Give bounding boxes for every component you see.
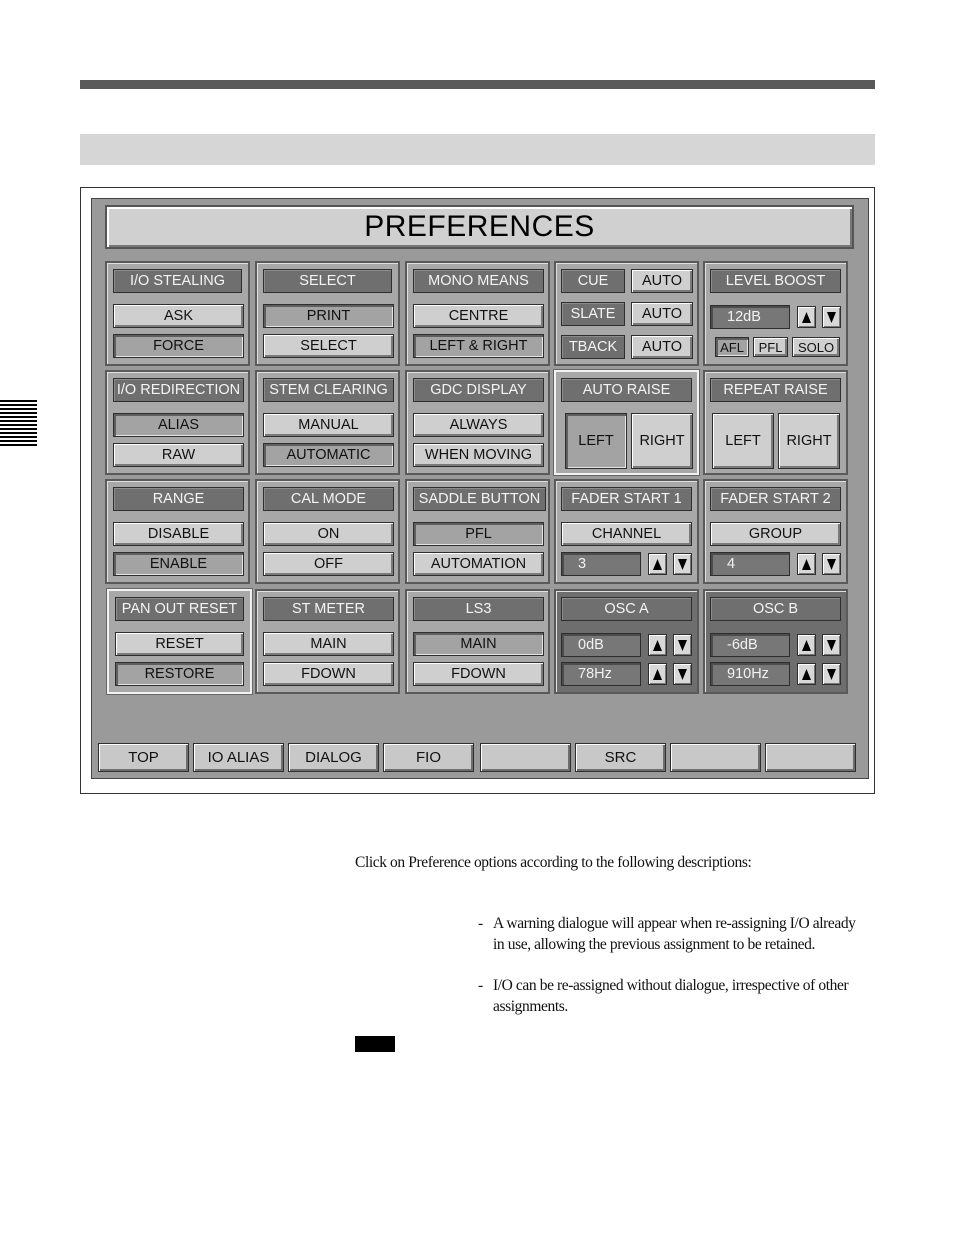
panel-fader-start-1 [554, 479, 699, 584]
osc-a-level-down-arrow-icon[interactable] [673, 634, 692, 656]
panel-range [105, 479, 250, 584]
note-marker [355, 1036, 395, 1052]
auto-raise-label: AUTO RAISE [561, 378, 692, 402]
footer-button-top[interactable]: TOP [98, 743, 189, 772]
mono-means-centre-button[interactable]: CENTRE [413, 304, 544, 328]
cal-mode-off-button[interactable]: OFF [263, 552, 394, 576]
range-label: RANGE [113, 487, 244, 511]
io-redirection-label: I/O REDIRECTION [113, 378, 244, 402]
description-text-1: A warning dialogue will appear when re-assigning I/O already in use, allowing the previous assignment to be retained. [493, 915, 856, 953]
osc-a-level-value[interactable]: 0dB [561, 633, 641, 657]
panel-st-meter [255, 589, 400, 694]
cue-auto-button[interactable]: AUTO [631, 269, 693, 293]
range-enable-button[interactable]: ENABLE [113, 552, 244, 576]
page-title: PREFERENCES [105, 205, 854, 249]
cal-mode-on-button[interactable]: ON [263, 522, 394, 546]
io-redirection-alias-button[interactable]: ALIAS [113, 413, 244, 437]
pan-out-reset-button[interactable]: RESET [115, 632, 244, 656]
description-item-1 [478, 914, 858, 955]
panel-cal-mode [255, 479, 400, 584]
osc-a-label: OSC A [561, 597, 692, 621]
fader-start-1-label: FADER START 1 [561, 487, 692, 511]
auto-raise-left-button[interactable]: LEFT [565, 413, 627, 469]
st-meter-label: ST METER [263, 597, 394, 621]
panel-gdc-display [405, 370, 550, 475]
panel-fader-start-2 [703, 479, 848, 584]
fader-start-2-up-arrow-icon[interactable] [797, 553, 816, 575]
bullet-dash: - [478, 977, 483, 994]
repeat-raise-left-button[interactable]: LEFT [712, 413, 774, 469]
fader-start-2-group-button[interactable]: GROUP [710, 522, 841, 546]
panel-pan-out-reset [107, 589, 252, 694]
auto-raise-right-button[interactable]: RIGHT [631, 413, 693, 469]
osc-a-freq-down-arrow-icon[interactable] [673, 663, 692, 685]
panel-io-stealing [105, 261, 250, 366]
fader-start-1-up-arrow-icon[interactable] [648, 553, 667, 575]
stem-clearing-label: STEM CLEARING [263, 378, 394, 402]
header-rule [80, 80, 875, 89]
saddle-pfl-button[interactable]: PFL [413, 522, 544, 546]
pan-out-reset-label: PAN OUT RESET [115, 597, 244, 621]
osc-b-freq-down-arrow-icon[interactable] [822, 663, 841, 685]
mono-means-left-right-button[interactable]: LEFT & RIGHT [413, 334, 544, 358]
panel-osc-b [703, 589, 848, 694]
pan-out-restore-button[interactable]: RESTORE [115, 662, 244, 686]
fader-start-2-label: FADER START 2 [710, 487, 841, 511]
io-redirection-raw-button[interactable]: RAW [113, 443, 244, 467]
panel-repeat-raise [703, 370, 848, 475]
range-disable-button[interactable]: DISABLE [113, 522, 244, 546]
level-boost-up-arrow-icon[interactable] [797, 306, 816, 328]
ls3-fdown-button[interactable]: FDOWN [413, 662, 544, 686]
ls3-main-button[interactable]: MAIN [413, 632, 544, 656]
panel-io-redirection [105, 370, 250, 475]
level-boost-value[interactable]: 12dB [710, 305, 790, 329]
footer-button-blank-8[interactable] [765, 743, 856, 772]
osc-b-level-value[interactable]: -6dB [710, 633, 790, 657]
afl-button[interactable]: AFL [715, 337, 749, 357]
select-label: SELECT [263, 269, 392, 293]
gdc-display-always-button[interactable]: ALWAYS [413, 413, 544, 437]
select-print-button[interactable]: PRINT [263, 304, 394, 328]
osc-a-freq-up-arrow-icon[interactable] [648, 663, 667, 685]
osc-b-level-down-arrow-icon[interactable] [822, 634, 841, 656]
panel-level-boost [703, 261, 848, 366]
io-stealing-force-button[interactable]: FORCE [113, 334, 244, 358]
description-item-2 [478, 976, 858, 1017]
panel-mono-means [405, 261, 550, 366]
saddle-button-label: SADDLE BUTTON [413, 487, 546, 511]
fader-start-2-value[interactable]: 4 [710, 552, 790, 576]
panel-select [255, 261, 400, 366]
saddle-automation-button[interactable]: AUTOMATION [413, 552, 544, 576]
panel-osc-a [554, 589, 699, 694]
osc-a-freq-value[interactable]: 78Hz [561, 662, 641, 686]
panel-stem-clearing [255, 370, 400, 475]
gdc-display-label: GDC DISPLAY [413, 378, 544, 402]
section-heading-bar [80, 134, 875, 165]
io-stealing-label: I/O STEALING [113, 269, 242, 293]
panel-auto-raise [554, 370, 699, 475]
osc-b-freq-up-arrow-icon[interactable] [797, 663, 816, 685]
footer-button-io-alias[interactable]: IO ALIAS [193, 743, 284, 772]
osc-b-label: OSC B [710, 597, 841, 621]
tback-label: TBACK [561, 335, 625, 359]
st-meter-fdown-button[interactable]: FDOWN [263, 662, 394, 686]
pfl-button[interactable]: PFL [753, 337, 788, 357]
repeat-raise-label: REPEAT RAISE [710, 378, 841, 402]
st-meter-main-button[interactable]: MAIN [263, 632, 394, 656]
solo-button[interactable]: SOLO [792, 337, 840, 357]
footer-button-src[interactable]: SRC [575, 743, 666, 772]
fader-start-1-value[interactable]: 3 [561, 552, 641, 576]
stem-clearing-manual-button[interactable]: MANUAL [263, 413, 394, 437]
osc-b-level-up-arrow-icon[interactable] [797, 634, 816, 656]
slate-label: SLATE [561, 302, 625, 326]
fader-start-1-down-arrow-icon[interactable] [673, 553, 692, 575]
footer-button-dialog[interactable]: DIALOG [288, 743, 379, 772]
osc-a-level-up-arrow-icon[interactable] [648, 634, 667, 656]
osc-b-freq-value[interactable]: 910Hz [710, 662, 790, 686]
footer-button-fio[interactable]: FIO [383, 743, 474, 772]
panel-ls3 [405, 589, 550, 694]
panel-saddle-button [405, 479, 550, 584]
slate-auto-button[interactable]: AUTO [631, 302, 693, 326]
select-select-button[interactable]: SELECT [263, 334, 394, 358]
mono-means-label: MONO MEANS [413, 269, 544, 293]
bullet-dash: - [478, 915, 483, 932]
ls3-label: LS3 [413, 597, 544, 621]
cue-label: CUE [561, 269, 625, 293]
fader-start-2-down-arrow-icon[interactable] [822, 553, 841, 575]
repeat-raise-right-button[interactable]: RIGHT [778, 413, 840, 469]
chapter-thumb-tab [0, 400, 37, 446]
panel-cue-slate-tback [554, 261, 699, 366]
cal-mode-label: CAL MODE [263, 487, 394, 511]
level-boost-label: LEVEL BOOST [710, 269, 841, 293]
tback-auto-button[interactable]: AUTO [631, 335, 693, 359]
level-boost-down-arrow-icon[interactable] [822, 306, 841, 328]
footer-button-blank-5[interactable] [480, 743, 571, 772]
stem-clearing-automatic-button[interactable]: AUTOMATIC [263, 443, 394, 467]
gdc-display-when-moving-button[interactable]: WHEN MOVING [413, 443, 544, 467]
io-stealing-ask-button[interactable]: ASK [113, 304, 244, 328]
footer-button-blank-7[interactable] [670, 743, 761, 772]
description-text-2: I/O can be re-assigned without dialogue, irrespective of other assignments. [493, 977, 849, 1015]
fader-start-1-channel-button[interactable]: CHANNEL [561, 522, 692, 546]
intro-text: Click on Preference options according to the following descriptions: [355, 854, 752, 871]
